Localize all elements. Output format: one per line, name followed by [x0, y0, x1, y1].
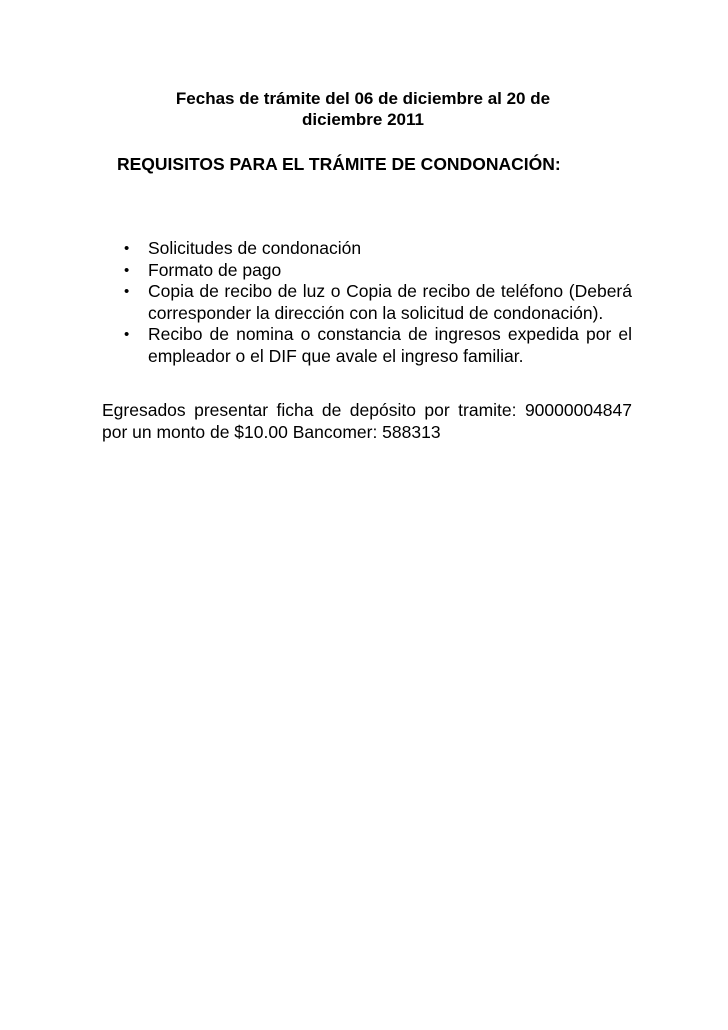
- bullet-icon: •: [124, 261, 130, 279]
- requirement-item-recibo-luz: [102, 281, 632, 324]
- requirement-text: Recibo de nomina o constancia de ingresos expedida por el empleador o el DIF que avale el ingreso familiar.: [148, 324, 632, 366]
- header-dates: [140, 88, 586, 130]
- header-dates-line-2: diciembre 2011: [302, 110, 424, 129]
- requirement-item-recibo-nomina: [102, 324, 632, 367]
- requirement-item-solicitudes: [102, 238, 632, 260]
- requirement-text: Solicitudes de condonación: [148, 238, 362, 258]
- bullet-icon: •: [124, 283, 130, 300]
- requirements-title: REQUISITOS PARA EL TRÁMITE DE CONDONACIÓN:: [117, 154, 561, 174]
- requirement-text: Formato de pago: [148, 259, 282, 280]
- bullet-icon: •: [124, 240, 130, 257]
- egresados-paragraph: Egresados presentar ficha de depósito por tramite: 90000004847 por un monto de $10.00 Bancomer: 588313: [102, 400, 632, 442]
- requirement-item-formato: [102, 260, 632, 282]
- header-dates-line-1: Fechas de trámite del 06 de diciembre al 20 de: [175, 89, 551, 108]
- requirement-text: Copia de recibo de luz o Copia de recibo de teléfono (Deberá corresponder la dirección con la solicitud de condonación).: [148, 281, 632, 323]
- requirements-list: [102, 238, 632, 367]
- bullet-icon: •: [124, 326, 130, 343]
